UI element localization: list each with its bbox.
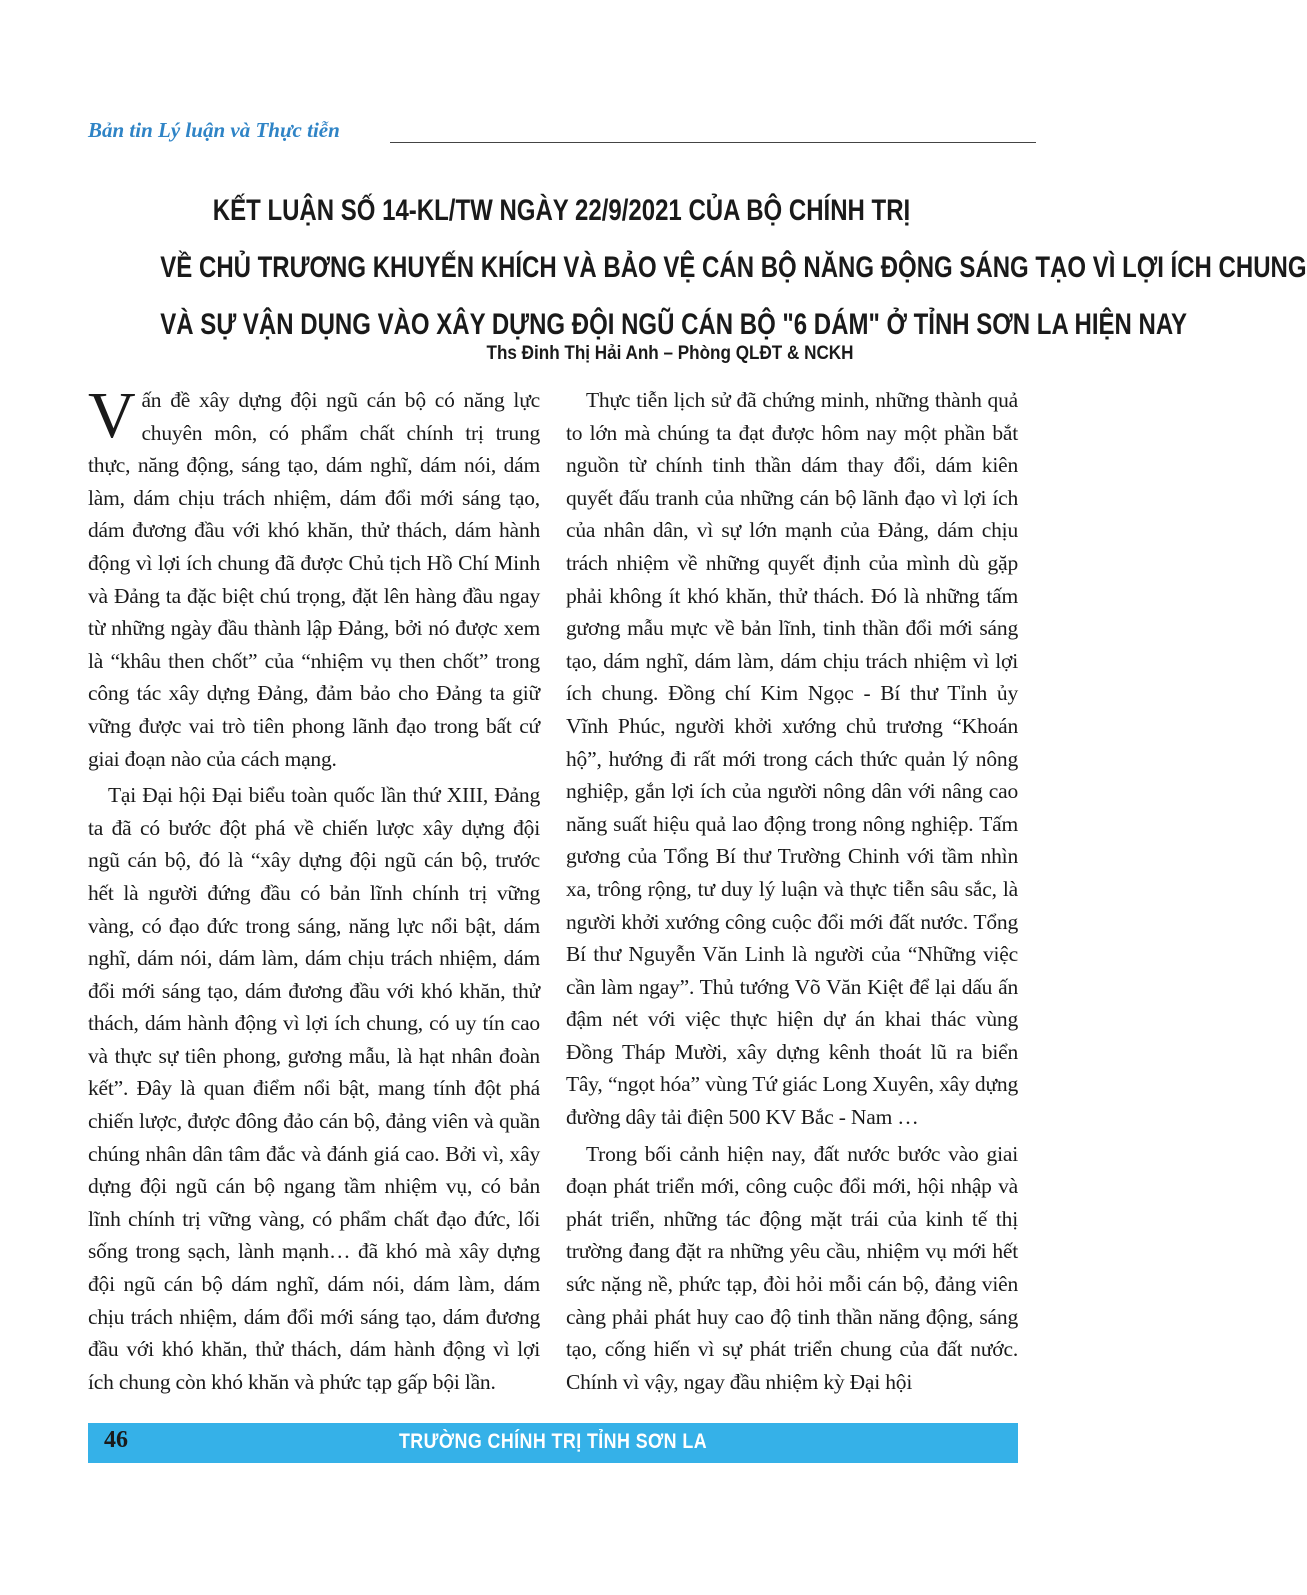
title-line-3: VÀ SỰ VẬN DỤNG VÀO XÂY DỰNG ĐỘI NGŨ CÁN BỘ "6 DÁM" Ở TỈNH SƠN LA HIỆN NAY xyxy=(160,308,1188,341)
bulletin-header xyxy=(88,118,1036,148)
title-line-2: VỀ CHỦ TRƯƠNG KHUYẾN KHÍCH VÀ BẢO VỆ CÁN BỘ NĂNG ĐỘNG SÁNG TẠO VÌ LỢI ÍCH CHUNG xyxy=(160,251,1307,284)
article-title xyxy=(160,182,1307,353)
footer-bar xyxy=(88,1423,1018,1463)
author-byline: Ths Đinh Thị Hải Anh – Phòng QLĐT & NCKH xyxy=(486,343,854,364)
paragraph xyxy=(88,379,540,775)
footer-institution: TRƯỜNG CHÍNH TRỊ TỈNH SƠN LA xyxy=(398,1430,708,1453)
bulletin-name: Bản tin Lý luận và Thực tiễn xyxy=(88,118,340,142)
drop-cap: V xyxy=(88,379,136,452)
paragraph: Trong bối cảnh hiện nay, đất nước bước vào giai đoạn phát triển mới, công cuộc đổi mới, hội nhập và phát triển, những tác động mặt trái của kinh tế thị trường đang đặt ra những yêu cầu, nhiệm vụ mới hết sức nặng nề, phức tạp, đòi hỏi mỗi cán bộ, đảng viên càng phải phát huy cao độ tinh thần năng động, sáng tạo, cống hiến vì sự phát triển chung của đất nước. Chính vì vậy, ngay đầu nhiệm kỳ Đại hội xyxy=(566,1141,1018,1394)
paragraph: Tại Đại hội Đại biểu toàn quốc lần thứ XIII, Đảng ta đã có bước đột phá về chiến lược xây dựng đội ngũ cán bộ, đó là “xây dựng đội ngũ cán bộ, trước hết là người đứng đầu có bản lĩnh chính trị vững vàng, có đạo đức trong sáng, năng lực nổi bật, dám nghĩ, dám nói, dám làm, dám chịu trách nhiệm, dám đổi mới sáng tạo, dám đương đầu với khó khăn, thử thách, dám hành động vì lợi ích chung, có uy tín cao và thực sự tiên phong, gương mẫu, là hạt nhân đoàn kết”. Đây là quan điểm nổi bật, mang tính đột phá chiến lược, được đông đảo cán bộ, đảng viên và quần chúng nhân dân tâm đắc và đánh giá cao. Bởi vì, xây dựng đội ngũ cán bộ ngang tầm nhiệm vụ, có bản lĩnh chính trị vững vàng, có phẩm chất đạo đức, lối sống trong sạch, lành mạnh… đã khó mà xây dựng đội ngũ cán bộ dám nghĩ, dám nói, dám làm, dám chịu trách nhiệm, dám đổi mới sáng tạo, dám đương đầu với khó khăn, thử thách, dám hành động vì lợi ích chung còn khó khăn và phức tạp gấp bội lần. xyxy=(88,783,540,1394)
right-column xyxy=(566,384,1018,1402)
paragraph-text: ấn đề xây dựng đội ngũ cán bộ có năng lực chuyên môn, có phẩm chất chính trị trung thực, năng động, sáng tạo, dám nghĩ, dám nói, dám làm, dám chịu trách nhiệm, dám đổi mới sáng tạo, dám đương đầu với khó khăn, thử thách, dám hành động vì lợi ích chung đã được Chủ tịch Hồ Chí Minh và Đảng ta đặc biệt chú trọng, đặt lên hàng đầu ngay từ những ngày đầu thành lập Đảng, bởi nó được xem là “khâu then chốt” của “nhiệm vụ then chốt” trong công tác xây dựng Đảng, đảm bảo cho Đảng ta giữ vững được vai trò tiên phong lãnh đạo trong bất cứ giai đoạn nào của cách mạng. xyxy=(88,388,540,771)
left-column xyxy=(88,379,540,1402)
header-rule xyxy=(390,142,1036,143)
page-number: 46 xyxy=(104,1427,128,1453)
paragraph: Thực tiễn lịch sử đã chứng minh, những thành quả to lớn mà chúng ta đạt được hôm nay một phần bắt nguồn từ chính tinh thần dám thay đổi, dám kiên quyết đấu tranh của những cán bộ lãnh đạo vì lợi ích của nhân dân, vì sự lớn mạnh của Đảng, dám chịu trách nhiệm về những quyết định của mình dù gặp phải không ít khó khăn, thử thách. Đó là những tấm gương mẫu mực về bản lĩnh, tinh thần đổi mới sáng tạo, dám nghĩ, dám làm, dám chịu trách nhiệm vì lợi ích chung. Đồng chí Kim Ngọc - Bí thư Tỉnh ủy Vĩnh Phúc, người khởi xướng chủ trương “Khoán hộ”, hướng đi rất mới trong cách thức quản lý nông nghiệp, gắn lợi ích của người nông dân với nâng cao năng suất hiệu quả lao động trong nông nghiệp. Tấm gương của Tổng Bí thư Trường Chinh với tầm nhìn xa, trông rộng, tư duy lý luận và thực tiễn sâu sắc, là người khởi xướng công cuộc đổi mới đất nước. Tổng Bí thư Nguyễn Văn Linh là người của “Những việc cần làm ngay”. Thủ tướng Võ Văn Kiệt để lại dấu ấn đậm nét với việc thực hiện dự án khai thác vùng Đồng Tháp Mười, xây dựng kênh thoát lũ ra biển Tây, “ngọt hóa” vùng Tứ giác Long Xuyên, xây dựng đường dây tải điện 500 KV Bắc - Nam … xyxy=(566,388,1018,1130)
title-line-1: KẾT LUẬN SỐ 14-KL/TW NGÀY 22/9/2021 CỦA BỘ CHÍNH TRỊ xyxy=(212,194,911,227)
